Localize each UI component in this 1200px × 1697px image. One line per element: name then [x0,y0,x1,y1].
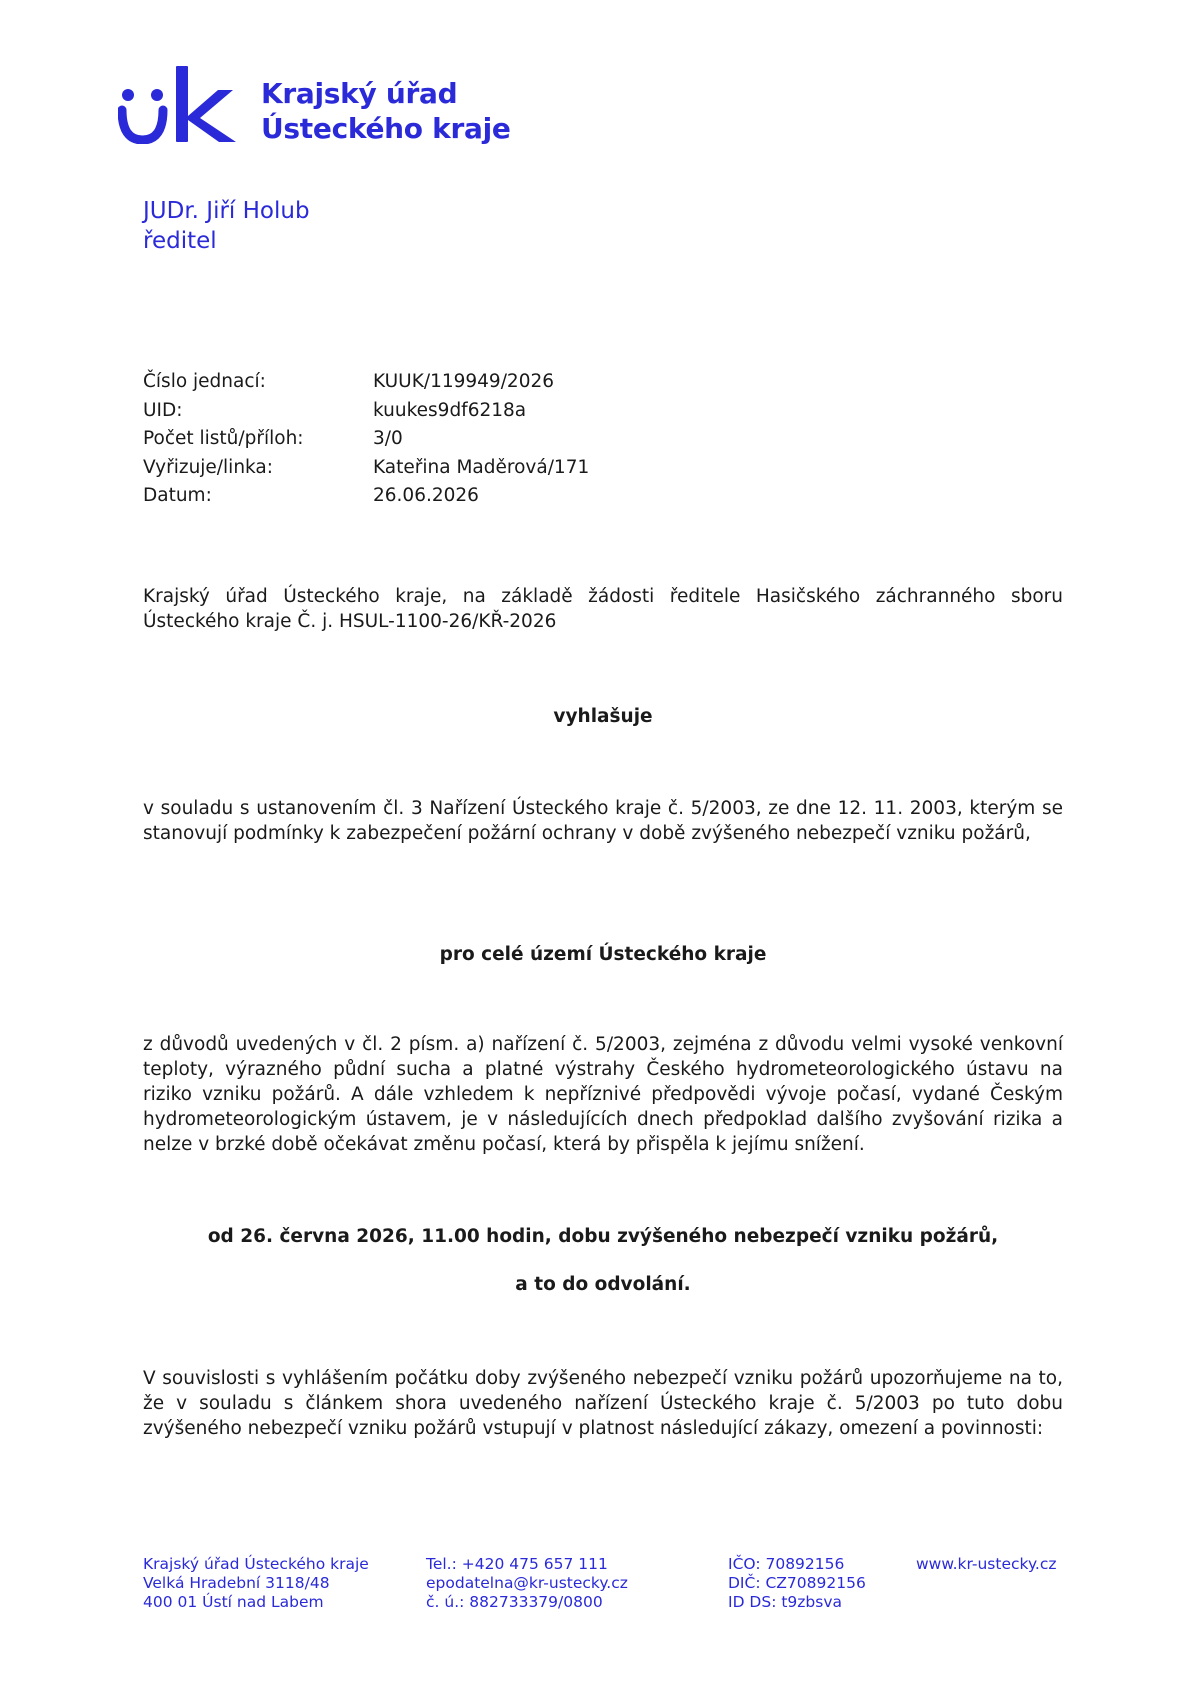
footer-address [143,1555,369,1612]
organization-name [261,76,511,146]
meta-row-pages [143,425,589,454]
footer-bank-account: č. ú.: 882733379/0800 [426,1593,603,1611]
meta-row-reference [143,368,589,397]
meta-value: 3/0 [373,428,403,449]
document-metadata [143,368,589,511]
signatory-title: ředitel [143,228,217,254]
meta-label: Vyřizuje/linka: [143,456,274,478]
scope-heading: pro celé území Ústeckého kraje [439,944,767,965]
meta-row-date [143,482,589,511]
footer-web [916,1555,1057,1574]
notice-paragraph: V souvislosti s vyhlášením počátku doby zvýšeného nebezpečí vzniku požárů upozorňujeme na to, že v souladu s článkem shora uvedeného nařízení Ústeckého kraje č. 5/2003 po tuto dobu zvýšeného nebezpečí vzniku požárů vstupují v platnost následující zákazy, omezení a povinnosti: [143,1368,1063,1439]
meta-label: Datum: [143,485,212,506]
footer-phone: Tel.: +420 475 657 111 [426,1555,608,1573]
footer-email[interactable]: epodatelna@kr-ustecky.cz [426,1574,628,1592]
meta-value: KUUK/119949/2026 [373,371,555,392]
intro-paragraph: Krajský úřad Ústeckého kraje, na základě žádosti ředitele Hasičského záchranného sboru Ústeckého kraje Č. j. HSUL-1100-26/KŘ-2026 [143,586,1063,632]
reasons-paragraph: z důvodů uvedených v čl. 2 písm. a) nařízení č. 5/2003, zejména z důvodu velmi vysoké venkovní teploty, výrazného půdní sucha a platné výstrahy Českého hydrometeorologického ústavu na riziko vzniku požárů. A dále vzhledem k nepříznivé předpovědi vývoje počasí, vydané Českým hydrometeorologickým ústavem, je v následujících dnech předpoklad dalšího zvyšování rizika a nelze v brzké době očekávat změnu počasí, která by přispěla k jejímu snížení. [143,1034,1063,1155]
meta-value: Kateřina Maděrová/171 [373,456,590,478]
meta-label: Číslo jednací: [143,371,266,392]
footer-dic: DIČ: CZ70892156 [728,1574,866,1592]
org-name-line1: Krajský úřad [261,77,458,110]
effective-date-heading: od 26. června 2026, 11.00 hodin, dobu zvýšeného nebezpečí vzniku požárů, [207,1226,999,1247]
meta-label: UID: [143,399,183,421]
meta-row-uid [143,397,589,426]
org-name-line2: Ústeckého kraje [261,112,511,145]
duration-heading: a to do odvolání. [515,1274,691,1295]
footer-data-box: ID DS: t9zbsva [728,1593,843,1611]
meta-row-handler [143,454,589,483]
uk-logo-icon [118,66,248,144]
legal-basis-paragraph: v souladu s ustanovením čl. 3 Nařízení Ústeckého kraje č. 5/2003, ze dne 12. 11. 2003, kterým se stanovují podmínky k zabezpečení požární ochrany v době zvýšeného nebezpečí vzniku požárů, [143,798,1063,844]
footer-city: 400 01 Ústí nad Labem [143,1593,324,1611]
meta-value: 26.06.2026 [373,485,479,506]
signatory-block [143,196,310,256]
declaration-heading: vyhlašuje [553,706,653,727]
meta-label: Počet listů/příloh: [143,428,304,449]
footer-website-link[interactable]: www.kr-ustecky.cz [916,1555,1057,1573]
footer-street: Velká Hradební 3118/48 [143,1574,330,1592]
meta-value: kuukes9df6218a [373,399,527,421]
footer-ico: IČO: 70892156 [728,1555,845,1573]
footer-org: Krajský úřad Ústeckého kraje [143,1555,369,1573]
signatory-name: JUDr. Jiří Holub [143,198,310,224]
footer-contact [426,1555,628,1612]
footer-identifiers [728,1555,866,1612]
